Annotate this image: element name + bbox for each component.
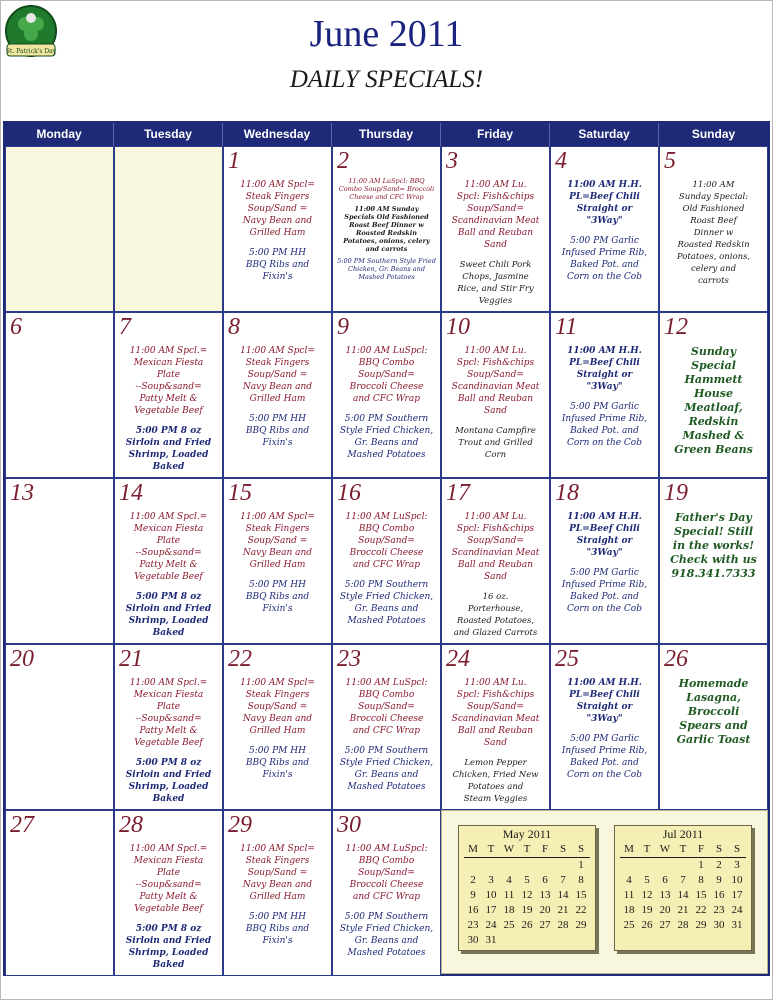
day-cell-23 — [332, 644, 441, 810]
mini-date: 12 — [641, 889, 653, 901]
day-number: 27 — [10, 812, 34, 838]
special-text: 11:00 AM Lu. Spcl: Fish&chips Soup/Sand= Scandinavian Meat Ball and Reuban Sand — [451, 512, 540, 582]
weekday-wednesday: Wednesday — [223, 123, 332, 146]
day-cell-25 — [550, 644, 659, 810]
mini-date: 24 — [485, 919, 497, 931]
special-text: 5:00 PM Southern Style Fried Chicken, Gr. Beans and Mashed Potatoes — [337, 257, 436, 281]
mini-weekday-header: S — [554, 842, 572, 858]
mini-date: 15 — [575, 889, 587, 901]
mini-weekday-header: W — [656, 842, 674, 858]
day-specials — [119, 511, 218, 639]
day-number: 11 — [555, 314, 578, 340]
day-cell-27 — [5, 810, 114, 976]
special-text: 5:00 PM 8 oz Sirloin and Fried Shrimp, Loaded Baked — [125, 758, 212, 804]
day-cell-6 — [5, 312, 114, 478]
day-number: 12 — [664, 314, 688, 340]
day-specials — [664, 511, 763, 581]
mini-date: 18 — [503, 904, 515, 916]
mini-date: 31 — [485, 934, 497, 946]
mini-date: 17 — [485, 904, 497, 916]
weekday-sunday: Sunday — [691, 127, 736, 141]
special-text: 11:00 AM Spcl= Steak Fingers Soup/Sand = Navy Bean and Grilled Ham — [240, 844, 315, 902]
day-cell-1 — [223, 146, 332, 312]
day-specials — [119, 345, 218, 473]
special-text: Lemon Pepper Chicken, Fried New Potatoes and Steam Veggies — [452, 758, 539, 804]
mini-date: 16 — [713, 889, 725, 901]
mini-weekday-header: M — [620, 842, 638, 858]
special-text: 5:00 PM 8 oz Sirloin and Fried Shrimp, Loaded Baked — [125, 426, 212, 472]
special-text: 16 oz. Porterhouse, Roasted Potatoes, and Glazed Carrots — [453, 592, 538, 638]
special-text: 11:00 AM Spcl.= Mexican Fiesta Plate --Soup&sand= Patty Melt & Vegetable Beef — [129, 346, 208, 416]
day-cell-29 — [223, 810, 332, 976]
special-text: 5:00 PM HH BBQ Ribs and Fixin's — [245, 580, 310, 614]
mini-date: 30 — [713, 919, 725, 931]
mini-date: 11 — [503, 889, 515, 901]
special-text: 11:00 AM Spcl= Steak Fingers Soup/Sand = Navy Bean and Grilled Ham — [240, 180, 315, 238]
weekday-thursday: Thursday — [332, 123, 441, 146]
day-cell-10 — [441, 312, 550, 478]
day-cell-8 — [223, 312, 332, 478]
mini-weekday-header: T — [518, 842, 536, 858]
day-number: 13 — [10, 480, 34, 506]
special-text: 5:00 PM HH BBQ Ribs and Fixin's — [245, 912, 310, 946]
page-title: June 2011 — [309, 13, 464, 55]
day-cell-4 — [550, 146, 659, 312]
mini-date: 16 — [467, 904, 479, 916]
day-specials — [446, 345, 545, 461]
mini-weekday-header: S — [572, 842, 590, 858]
day-specials — [664, 179, 763, 287]
mini-date — [554, 858, 572, 874]
day-cell-24 — [441, 644, 550, 810]
day-specials — [446, 179, 545, 307]
day-number: 6 — [10, 314, 22, 340]
special-text: 5:00 PM HH BBQ Ribs and Fixin's — [245, 414, 310, 448]
mini-date — [464, 858, 482, 874]
day-cell-2 — [332, 146, 441, 312]
day-number: 26 — [664, 646, 688, 672]
day-specials — [337, 843, 436, 959]
empty-day-cell — [5, 146, 114, 312]
mini-date: 15 — [695, 889, 707, 901]
special-text: 5:00 PM Southern Style Fried Chicken, Gr. Beans and Mashed Potatoes — [339, 414, 434, 460]
day-number: 24 — [446, 646, 470, 672]
mini-date: 30 — [467, 934, 479, 946]
mini-date: 14 — [677, 889, 689, 901]
mini-date: 20 — [659, 904, 671, 916]
mini-date: 22 — [575, 904, 587, 916]
mini-date — [638, 858, 656, 874]
special-text: 11:00 AM H.H. PL=Beef Chili Straight or "3Way" — [567, 512, 642, 558]
mini-date: 2 — [470, 874, 476, 886]
day-specials — [446, 511, 545, 639]
mini-weekday-header: F — [536, 842, 554, 858]
day-number: 16 — [337, 480, 361, 506]
mini-date: 27 — [539, 919, 551, 931]
mini-date: 5 — [644, 874, 650, 886]
mini-date: 6 — [662, 874, 668, 886]
mini-date: 9 — [716, 874, 722, 886]
special-text: 5:00 PM Southern Style Fried Chicken, Gr. Beans and Mashed Potatoes — [339, 746, 434, 792]
special-text: 11:00 AM Lu. Spcl: Fish&chips Soup/Sand= Scandinavian Meat Ball and Reuban Sand — [451, 180, 540, 250]
mini-date: 28 — [677, 919, 689, 931]
mini-date — [674, 858, 692, 874]
mini-date: 23 — [713, 904, 725, 916]
mini-calendar-jul — [614, 825, 752, 951]
special-text: 11:00 AM LuSpcl: BBQ Combo Soup/Sand= Broccoli Cheese and CFC Wrap — [345, 346, 428, 404]
day-specials — [664, 677, 763, 747]
mini-date: 21 — [677, 904, 689, 916]
mini-date: 6 — [542, 874, 548, 886]
day-specials — [337, 345, 436, 461]
special-text: 11:00 AM Spcl.= Mexican Fiesta Plate --Soup&sand= Patty Melt & Vegetable Beef — [129, 512, 208, 582]
day-number: 8 — [228, 314, 240, 340]
mini-weekday-header: T — [482, 842, 500, 858]
mini-date: 12 — [521, 889, 533, 901]
mini-date: 11 — [623, 889, 635, 901]
special-text: 5:00 PM HH BBQ Ribs and Fixin's — [245, 248, 310, 282]
day-number: 5 — [664, 148, 676, 174]
special-text: 11:00 AM Spcl= Steak Fingers Soup/Sand = Navy Bean and Grilled Ham — [240, 678, 315, 736]
special-text: 5:00 PM 8 oz Sirloin and Fried Shrimp, Loaded Baked — [125, 592, 212, 638]
mini-date: 14 — [557, 889, 569, 901]
mini-date: 7 — [680, 874, 686, 886]
day-cell-12 — [659, 312, 768, 478]
mini-date: 20 — [539, 904, 551, 916]
day-number: 2 — [337, 148, 349, 174]
day-cell-14 — [114, 478, 223, 644]
mini-date: 29 — [695, 919, 707, 931]
mini-date: 5 — [524, 874, 530, 886]
day-cell-20 — [5, 644, 114, 810]
day-number: 7 — [119, 314, 131, 340]
day-specials — [228, 677, 327, 781]
special-text: Montana Campfire Trout and Grilled Corn — [455, 426, 536, 460]
empty-day-cell — [114, 146, 223, 312]
day-specials — [228, 511, 327, 615]
special-text: 11:00 AM H.H. PL=Beef Chili Straight or "3Way" — [567, 346, 642, 392]
special-text: 11:00 AM LuSpcl: BBQ Combo Soup/Sand= Broccoli Cheese and CFC Wrap — [345, 512, 428, 570]
day-number: 18 — [555, 480, 579, 506]
day-specials — [228, 179, 327, 283]
special-text: 11:00 AM Spcl.= Mexican Fiesta Plate --Soup&sand= Patty Melt & Vegetable Beef — [129, 844, 208, 914]
day-cell-13 — [5, 478, 114, 644]
weekday-tuesday: Tuesday — [114, 123, 223, 146]
mini-date: 27 — [659, 919, 671, 931]
weekday-saturday: Saturday — [550, 123, 659, 146]
mini-calendar-area — [441, 810, 768, 974]
mini-date: 8 — [578, 874, 584, 886]
day-cell-19 — [659, 478, 768, 644]
weekday-friday: Friday — [441, 123, 550, 146]
mini-date: 4 — [506, 874, 512, 886]
mini-date: 19 — [521, 904, 533, 916]
special-text: 11:00 AM Lu. Spcl: Fish&chips Soup/Sand= Scandinavian Meat Ball and Reuban Sand — [451, 346, 540, 416]
day-cell-9 — [332, 312, 441, 478]
day-cell-7 — [114, 312, 223, 478]
special-text: 11:00 AM Spcl= Steak Fingers Soup/Sand = Navy Bean and Grilled Ham — [240, 512, 315, 570]
special-text: Homemade Lasagna, Broccoli Spears and Garlic Toast — [676, 677, 751, 746]
day-specials — [337, 677, 436, 793]
mini-date — [536, 858, 554, 874]
mini-date — [554, 933, 572, 948]
mini-weekday-header: W — [500, 842, 518, 858]
day-specials — [555, 677, 654, 781]
mini-date: 10 — [731, 874, 743, 886]
mini-date — [536, 933, 554, 948]
special-text: Sweet Chili Pork Chops, Jasmine Rice, and Stir Fry Veggies — [457, 260, 534, 306]
special-text: 5:00 PM 8 oz Sirloin and Fried Shrimp, Loaded Baked — [125, 924, 212, 970]
mini-date — [482, 858, 500, 874]
day-number: 29 — [228, 812, 252, 838]
mini-weekday-header: T — [674, 842, 692, 858]
weekday-header-row — [5, 123, 768, 146]
special-text: Father's Day Special! Still in the works! Check with us 918.341.7333 — [670, 511, 757, 580]
mini-date: 28 — [557, 919, 569, 931]
day-specials — [228, 843, 327, 947]
mini-date: 23 — [467, 919, 479, 931]
mini-date: 19 — [641, 904, 653, 916]
special-text: Sunday Special Hammett House Meatloaf, Redskin Mashed & Green Beans — [674, 345, 753, 456]
day-specials — [555, 511, 654, 615]
mini-date: 8 — [698, 874, 704, 886]
day-cell-11 — [550, 312, 659, 478]
special-text: 11:00 AM Sunday Special: Old Fashioned Roast Beef Dinner w Roasted Redskin Potatoes, onions, celery and carrots — [676, 180, 751, 286]
mini-calendar-may — [458, 825, 596, 951]
mini-date: 21 — [557, 904, 569, 916]
mini-weekday-header: T — [638, 842, 656, 858]
mini-date — [500, 858, 518, 874]
day-number: 3 — [446, 148, 458, 174]
mini-date: 31 — [731, 919, 743, 931]
mini-date: 9 — [470, 889, 476, 901]
day-cell-26 — [659, 644, 768, 810]
mini-weekday-header: F — [692, 842, 710, 858]
mini-date: 10 — [485, 889, 497, 901]
day-specials — [337, 511, 436, 627]
mini-date: 25 — [503, 919, 515, 931]
day-cell-5 — [659, 146, 768, 312]
mini-date: 26 — [641, 919, 653, 931]
day-cell-18 — [550, 478, 659, 644]
mini-date: 2 — [716, 859, 722, 871]
mini-date — [518, 933, 536, 948]
mini-date: 17 — [731, 889, 743, 901]
day-number: 23 — [337, 646, 361, 672]
day-number: 17 — [446, 480, 470, 506]
day-specials — [337, 177, 436, 281]
day-number: 30 — [337, 812, 361, 838]
mini-date — [518, 858, 536, 874]
mini-date: 24 — [731, 904, 743, 916]
mini-date: 3 — [488, 874, 494, 886]
day-specials — [664, 345, 763, 457]
mini-date: 4 — [626, 874, 632, 886]
day-cell-15 — [223, 478, 332, 644]
mini-date: 29 — [575, 919, 587, 931]
day-number: 25 — [555, 646, 579, 672]
special-text: 11:00 AM LuSpcl: BBQ Combo Soup/Sand= Broccoli Cheese and CFC Wrap — [345, 844, 428, 902]
mini-date — [500, 933, 518, 948]
mini-date: 13 — [539, 889, 551, 901]
day-specials — [228, 345, 327, 449]
special-text: 11:00 AM H.H. PL=Beef Chili Straight or "3Way" — [567, 180, 642, 226]
special-text: 5:00 PM Garlic Infused Prime Rib, Baked Pot. and Corn on the Cob — [561, 734, 648, 780]
day-specials — [119, 843, 218, 971]
day-cell-17 — [441, 478, 550, 644]
day-number: 28 — [119, 812, 143, 838]
mini-date: 7 — [560, 874, 566, 886]
day-number: 9 — [337, 314, 349, 340]
day-cell-28 — [114, 810, 223, 976]
mini-date — [620, 858, 638, 874]
mini-date — [656, 858, 674, 874]
logo-text: St. Patrick's Day — [5, 48, 57, 55]
mini-calendar-title: Jul 2011 — [662, 827, 704, 841]
day-specials — [446, 677, 545, 805]
day-cell-16 — [332, 478, 441, 644]
special-text: 5:00 PM HH BBQ Ribs and Fixin's — [245, 746, 310, 780]
mini-date — [572, 933, 590, 948]
special-text: 11:00 AM LuSpcl: BBQ Combo Soup/Sand= Broccoli Cheese and CFC Wrap — [345, 678, 428, 736]
mini-date: 26 — [521, 919, 533, 931]
mini-date: 22 — [695, 904, 707, 916]
mini-calendar-table — [620, 842, 746, 933]
mini-date: 1 — [698, 859, 704, 871]
mini-weekday-header: S — [728, 842, 746, 858]
day-number: 15 — [228, 480, 252, 506]
mini-date: 18 — [623, 904, 635, 916]
mini-weekday-header: M — [464, 842, 482, 858]
mini-calendar-title: May 2011 — [502, 827, 552, 841]
day-specials — [555, 345, 654, 449]
day-number: 22 — [228, 646, 252, 672]
day-cell-21 — [114, 644, 223, 810]
day-number: 14 — [119, 480, 143, 506]
special-text: 5:00 PM Garlic Infused Prime Rib, Baked Pot. and Corn on the Cob — [561, 402, 648, 448]
special-text: 11:00 AM LuSpcl: BBQ Combo Soup/Sand= Broccoli Cheese and CFC Wrap — [338, 177, 435, 201]
special-text: 11:00 AM Lu. Spcl: Fish&chips Soup/Sand= Scandinavian Meat Ball and Reuban Sand — [451, 678, 540, 748]
calendar-grid — [5, 146, 768, 974]
special-text: 11:00 AM Spcl.= Mexican Fiesta Plate --Soup&sand= Patty Melt & Vegetable Beef — [129, 678, 208, 748]
mini-weekday-header: S — [710, 842, 728, 858]
special-text: 5:00 PM Southern Style Fried Chicken, Gr. Beans and Mashed Potatoes — [339, 912, 434, 958]
special-text: 11:00 AM H.H. PL=Beef Chili Straight or "3Way" — [567, 678, 642, 724]
calendar — [3, 121, 770, 976]
special-text: 5:00 PM Garlic Infused Prime Rib, Baked Pot. and Corn on the Cob — [561, 236, 648, 282]
day-specials — [119, 677, 218, 805]
day-cell-22 — [223, 644, 332, 810]
day-cell-3 — [441, 146, 550, 312]
day-number: 10 — [446, 314, 470, 340]
day-number: 20 — [10, 646, 34, 672]
day-number: 4 — [555, 148, 567, 174]
special-text: 11:00 AM Spcl= Steak Fingers Soup/Sand = Navy Bean and Grilled Ham — [240, 346, 315, 404]
day-number: 1 — [228, 148, 240, 174]
mini-date: 13 — [659, 889, 671, 901]
mini-date: 25 — [623, 919, 635, 931]
day-specials — [555, 179, 654, 283]
page-subtitle: DAILY SPECIALS! — [289, 66, 484, 93]
special-text: 11:00 AM Sunday Specials Old Fashioned Roast Beef Dinner w Roasted Redskin Potatoes, onions, celery and carrots — [343, 205, 430, 253]
weekday-monday: Monday — [5, 123, 114, 146]
day-number: 21 — [119, 646, 143, 672]
day-cell-30 — [332, 810, 441, 976]
special-text: 5:00 PM Garlic Infused Prime Rib, Baked Pot. and Corn on the Cob — [561, 568, 648, 614]
mini-calendar-table — [464, 842, 590, 948]
special-text: 5:00 PM Southern Style Fried Chicken, Gr. Beans and Mashed Potatoes — [339, 580, 434, 626]
mini-date: 3 — [734, 859, 740, 871]
day-number: 19 — [664, 480, 688, 506]
mini-date: 1 — [578, 859, 584, 871]
